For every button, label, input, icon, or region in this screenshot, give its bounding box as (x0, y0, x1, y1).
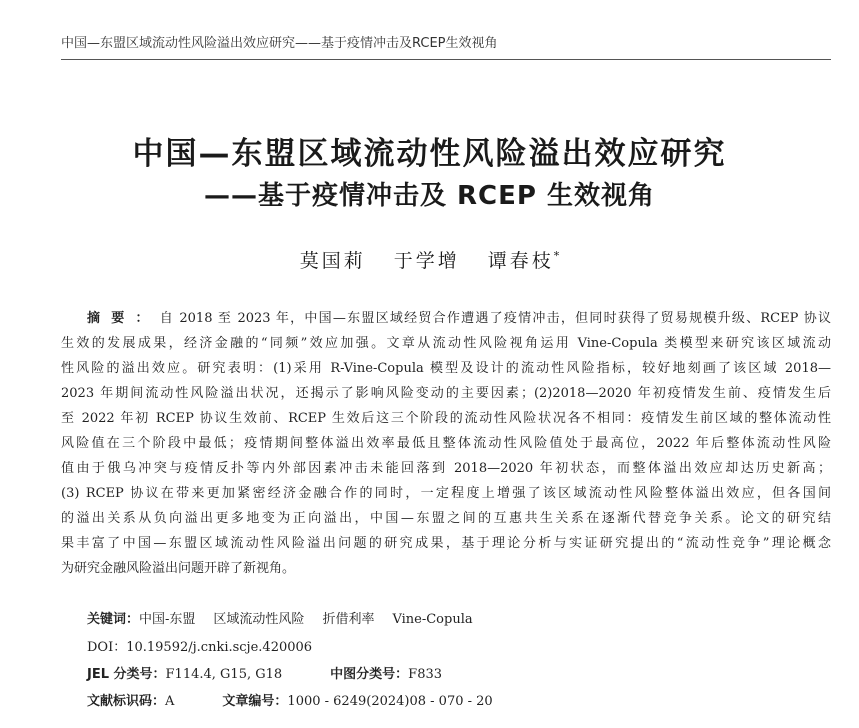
abstract-line: 性风险的溢出效应。研究表明：(1)采用 R-Vine-Copula 模型及设计的流动性风险指标，较好地刻画了该区域 2018— (61, 361, 831, 376)
clc-label: 中图分类号： (330, 667, 409, 682)
running-header: 中国—东盟区域流动性风险溢出效应研究——基于疫情冲击及RCEP生效视角 (61, 36, 498, 51)
author-list (0, 246, 859, 273)
abstract-line: 至 2022 年初 RCEP 协议生效前、RCEP 生效后这三个阶段的流动性风险状况各不相同：疫情发生前区域的整体流动性 (61, 411, 831, 426)
keyword: 折借利率 (322, 612, 375, 627)
paper-subtitle: ——基于疫情冲击及 RCEP 生效视角 (203, 181, 656, 211)
author-2 (394, 246, 460, 273)
author-name: 于学增 (393, 250, 460, 272)
abstract-line: 2023 年期间流动性风险溢出状况，还揭示了影响风险变动的主要因素；(2)2018—2020 年初疫情发生前、疫情发生后 (61, 386, 831, 401)
doc-code-label: 文献标识码： (87, 694, 166, 709)
article-number-value: 1000 - 6249(2024)08 - 070 - 20 (287, 694, 493, 709)
header-rule (61, 59, 831, 60)
clc-value: F833 (408, 667, 443, 682)
abstract-line: 风险值在三个阶段中最低；疫情期间整体溢出效率最低且整体流动性风险值处于最高位，2022 年后整体流动性风险 (61, 436, 831, 451)
abstract-line: (3) RCEP 协议在带来更加紧密经济金融合作的同时，一定程度上增强了该区域流动性风险整体溢出效应，但各国间 (61, 486, 831, 501)
abstract-label: 摘要： (87, 311, 160, 326)
keyword: 区域流动性风险 (213, 612, 305, 627)
author-name: 莫国莉 (299, 250, 366, 272)
keyword: Vine-Copula (392, 612, 473, 627)
paper-title: 中国—东盟区域流动性风险溢出效应研究 (132, 136, 727, 172)
abstract-line: 为研究金融风险溢出问题开辟了新视角。 (61, 561, 296, 576)
article-number-label: 文章编号： (222, 694, 288, 709)
keyword: 中国-东盟 (139, 612, 196, 627)
abstract-line: 生效的发展成果，经济金融的“同频”效应加强。文章从流动性风险视角运用 Vine-Copula 类模型来研究该区域流动 (61, 336, 831, 351)
jel-label: JEL 分类号： (87, 667, 166, 682)
author-1 (300, 246, 366, 273)
author-3 (488, 246, 560, 273)
abstract-line: 果丰富了中国—东盟区域流动性风险溢出问题的研究成果，基于理论分析与实证研究提出的“流动性竞争”理论概念 (61, 536, 831, 551)
keywords-label: 关键词： (87, 612, 140, 627)
corresponding-author-mark: * (553, 249, 560, 263)
doc-code-value: A (165, 694, 175, 709)
jel-value: F114.4, G15, G18 (165, 667, 283, 682)
abstract (61, 306, 831, 581)
author-name: 谭春枝 (487, 250, 554, 272)
abstract-line: 的溢出关系从负向溢出更多地变为正向溢出，中国—东盟之间的互惠共生关系在逐渐代替竞争关系。论文的研究结 (61, 511, 831, 526)
abstract-line: 摘要：自 2018 至 2023 年，中国—东盟区域经贸合作遭遇了疫情冲击，但同时获得了贸易规模升级、RCEP 协议 (87, 311, 831, 326)
keywords-line (87, 608, 473, 627)
classification-line (87, 663, 442, 682)
doi: DOI：10.19592/j.cnki.scje.420006 (87, 640, 313, 655)
document-code-line (87, 690, 493, 709)
abstract-line: 值由于俄乌冲突与疫情反扑等内外部因素冲击未能回落到 2018—2020 年初状态，而整体溢出效应却达历史新高； (61, 461, 831, 476)
